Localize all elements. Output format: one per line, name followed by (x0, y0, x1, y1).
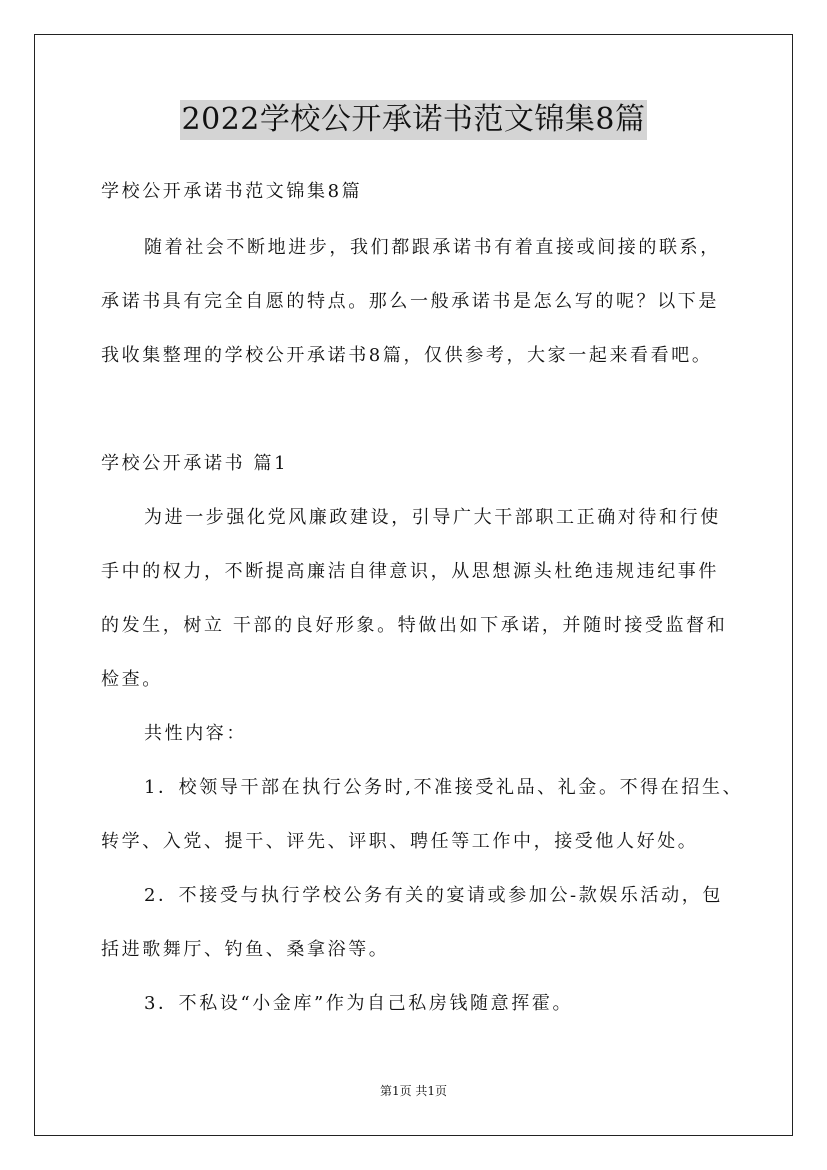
document-subtitle: 学校公开承诺书范文锦集8篇 (101, 181, 363, 202)
title-container (0, 100, 827, 140)
item2-line-2: 括进歌舞厅、钓鱼、桑拿浴等。 (101, 939, 390, 960)
section-heading: 学校公开承诺书 篇1 (101, 453, 289, 474)
page-footer: 第1页 共1页 (379, 1084, 448, 1098)
item1-line-2: 转学、入党、提干、评先、评职、聘任等工作中，接受他人好处。 (101, 831, 699, 852)
paragraph1-line-3: 的发生，树立 干部的良好形象。特做出如下承诺，并随时接受监督和 (101, 615, 728, 636)
intro-line-2: 承诺书具有完全自愿的特点。那么一般承诺书是怎么写的呢？以下是 (101, 291, 719, 312)
document-title: 2022学校公开承诺书范文锦集8篇 (180, 100, 648, 140)
intro-line-3: 我收集整理的学校公开承诺书8篇，仅供参考，大家一起来看看吧。 (101, 345, 713, 366)
intro-line-1: 随着社会不断地进步，我们都跟承诺书有着直接或间接的联系， (144, 237, 721, 258)
common-content-label: 共性内容： (144, 723, 247, 744)
item3-line-1: 3．不私设“小金库”作为自己私房钱随意挥霍。 (144, 993, 574, 1014)
item2-line-1: 2．不接受与执行学校公务有关的宴请或参加公-款娱乐活动，包 (144, 885, 723, 906)
paragraph1-line-2: 手中的权力，不断提高廉洁自律意识，从思想源头杜绝违规违纪事件 (101, 561, 719, 582)
paragraph1-line-4: 检查。 (101, 669, 163, 690)
item1-line-1: 1．校领导干部在执行公务时,不准接受礼品、礼金。不得在招生、 (144, 777, 744, 798)
paragraph1-line-1: 为进一步强化党风廉政建设，引导广大干部职工正确对待和行使 (144, 507, 721, 528)
